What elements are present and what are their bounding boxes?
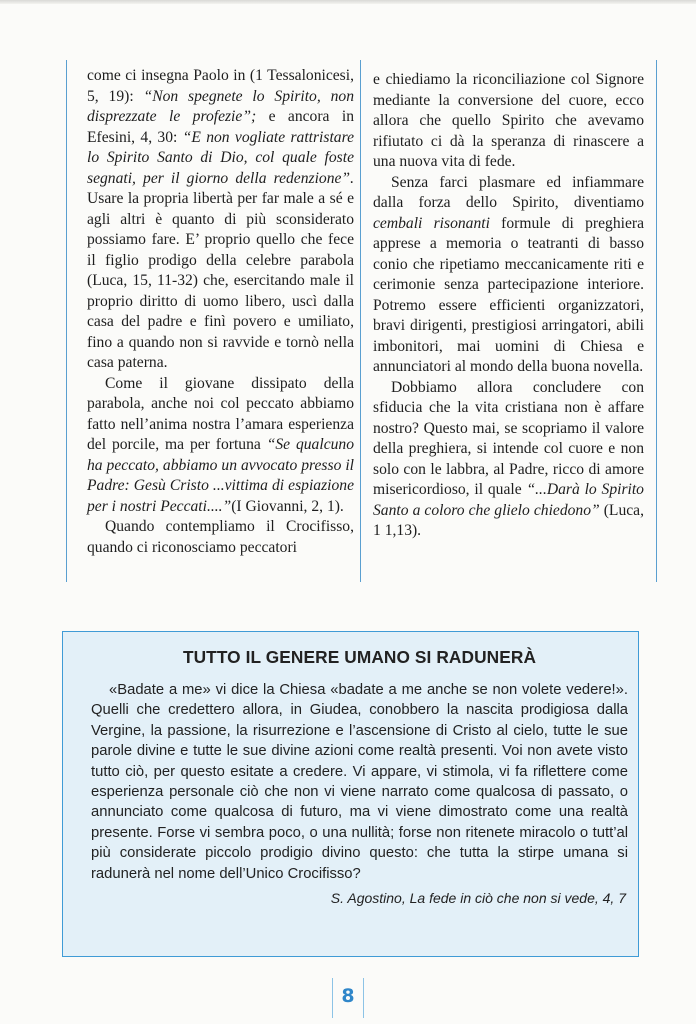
right-paragraph-3: Dobbiamo allora concludere con sfiducia che la vita cristiana non è affare nostro? Questo mai, se scopriamo il valore della preghiera, si intende col cuore e non solo con le labbra, al Padre, ricco di amore misericordioso, il quale “...Darà lo Spirito Santo a coloro che glielo chiedono” (Luca, 1 1,13). (373, 378, 644, 539)
right-paragraph-1: e chiediamo la riconciliazione col Signore mediante la conversione del cuore, ecco allora che quello Spirito che avevamo rifiutato ci dà la speranza di rinascere a una nuova vita di fede. (373, 71, 644, 170)
quote-box (62, 631, 639, 957)
right-paragraph-2: Senza farci plasmare ed infiammare dalla forza dello Spirito, diventiamo cembali risonanti formule di preghiera apprese a memoria o teatranti di basso conio che ripetiamo meccanicamente riti e cerimonie senza partecipazione interiore. Potremo essere efficienti organizzatori, bravi dirigenti, prestigiosi arringatori, abili imbonitori, mai uomini di Chiesa e annunciatori al mondo della buona novella. (373, 173, 644, 375)
left-paragraph-2: Come il giovane dissipato della parabola, anche noi col peccato abbiamo fatto nell’anima nostra l’amara esperienza del porcile, ma per fortuna “Se qualcuno ha peccato, abbiamo un avvocato presso il Padre: Gesù Cristo ...vittima di espiazione per i nostri Peccati....”(I Giovanni, 2, 1). (87, 374, 355, 515)
right-column (361, 60, 657, 582)
left-paragraph-1: come ci insegna Paolo in (1 Tessalonicesi, 5, 19): “Non spegnete lo Spirito, non disprezzate le profezie”; e ancora in Efesini, 4, 30: “E non vogliate rattristare lo Spirito Santo di Dio, col quale foste segnati, per il giorno della redenzione”. Usare la propria libertà per far male a sé e agli altri è quanto di più sconsiderato possiamo fare. E’ proprio quello che fece il figlio prodigo della celebre parabola (Luca, 15, 11-32) che, esercitando male il proprio diritto di uomo libero, uscì dalla casa del padre e finì povero e umiliato, fino a quando non si ravvide e tornò nella casa paterna. (87, 67, 355, 371)
page-top-edge (0, 0, 696, 4)
left-paragraph-3: Quando contempliamo il Crocifisso, quando ci riconosciamo peccatori (87, 518, 354, 556)
box-citation: S. Agostino, La fede in ciò che non si vede, 4, 7 (330, 890, 626, 907)
left-column (66, 60, 361, 582)
box-title: TUTTO IL GENERE UMANO SI RADUNERÀ (182, 647, 537, 667)
box-text: «Badate a me» vi dice la Chiesa «badate a me anche se non volete vedere!». Quelli che credettero allora, in Giudea, conobbero la nascita prodigiosa dalla Vergine, la passione, la risurrezione e l’ascensione di Cristo al cielo, tutte le sue parole divine e tutte le sue divine azioni come realtà presenti. Voi non avete visto tutto ciò, per questo esitate a credere. Vi appare, vi stimola, vi fa riflettere come esperienza personale ciò che non vi viene narrato come qualcosa di passato, o annunciato come qualcosa di futuro, ma vi viene dimostrato come una realtà presente. Forse vi sembra poco, o una nullità; forse non ritenete miracolo o tutt’al più considerate piccolo prodigio divino questo: che tutta la stirpe umana si radunerà nel nome dell’Unico Crocifisso? (91, 682, 628, 882)
page-number: 8 (332, 978, 364, 1018)
